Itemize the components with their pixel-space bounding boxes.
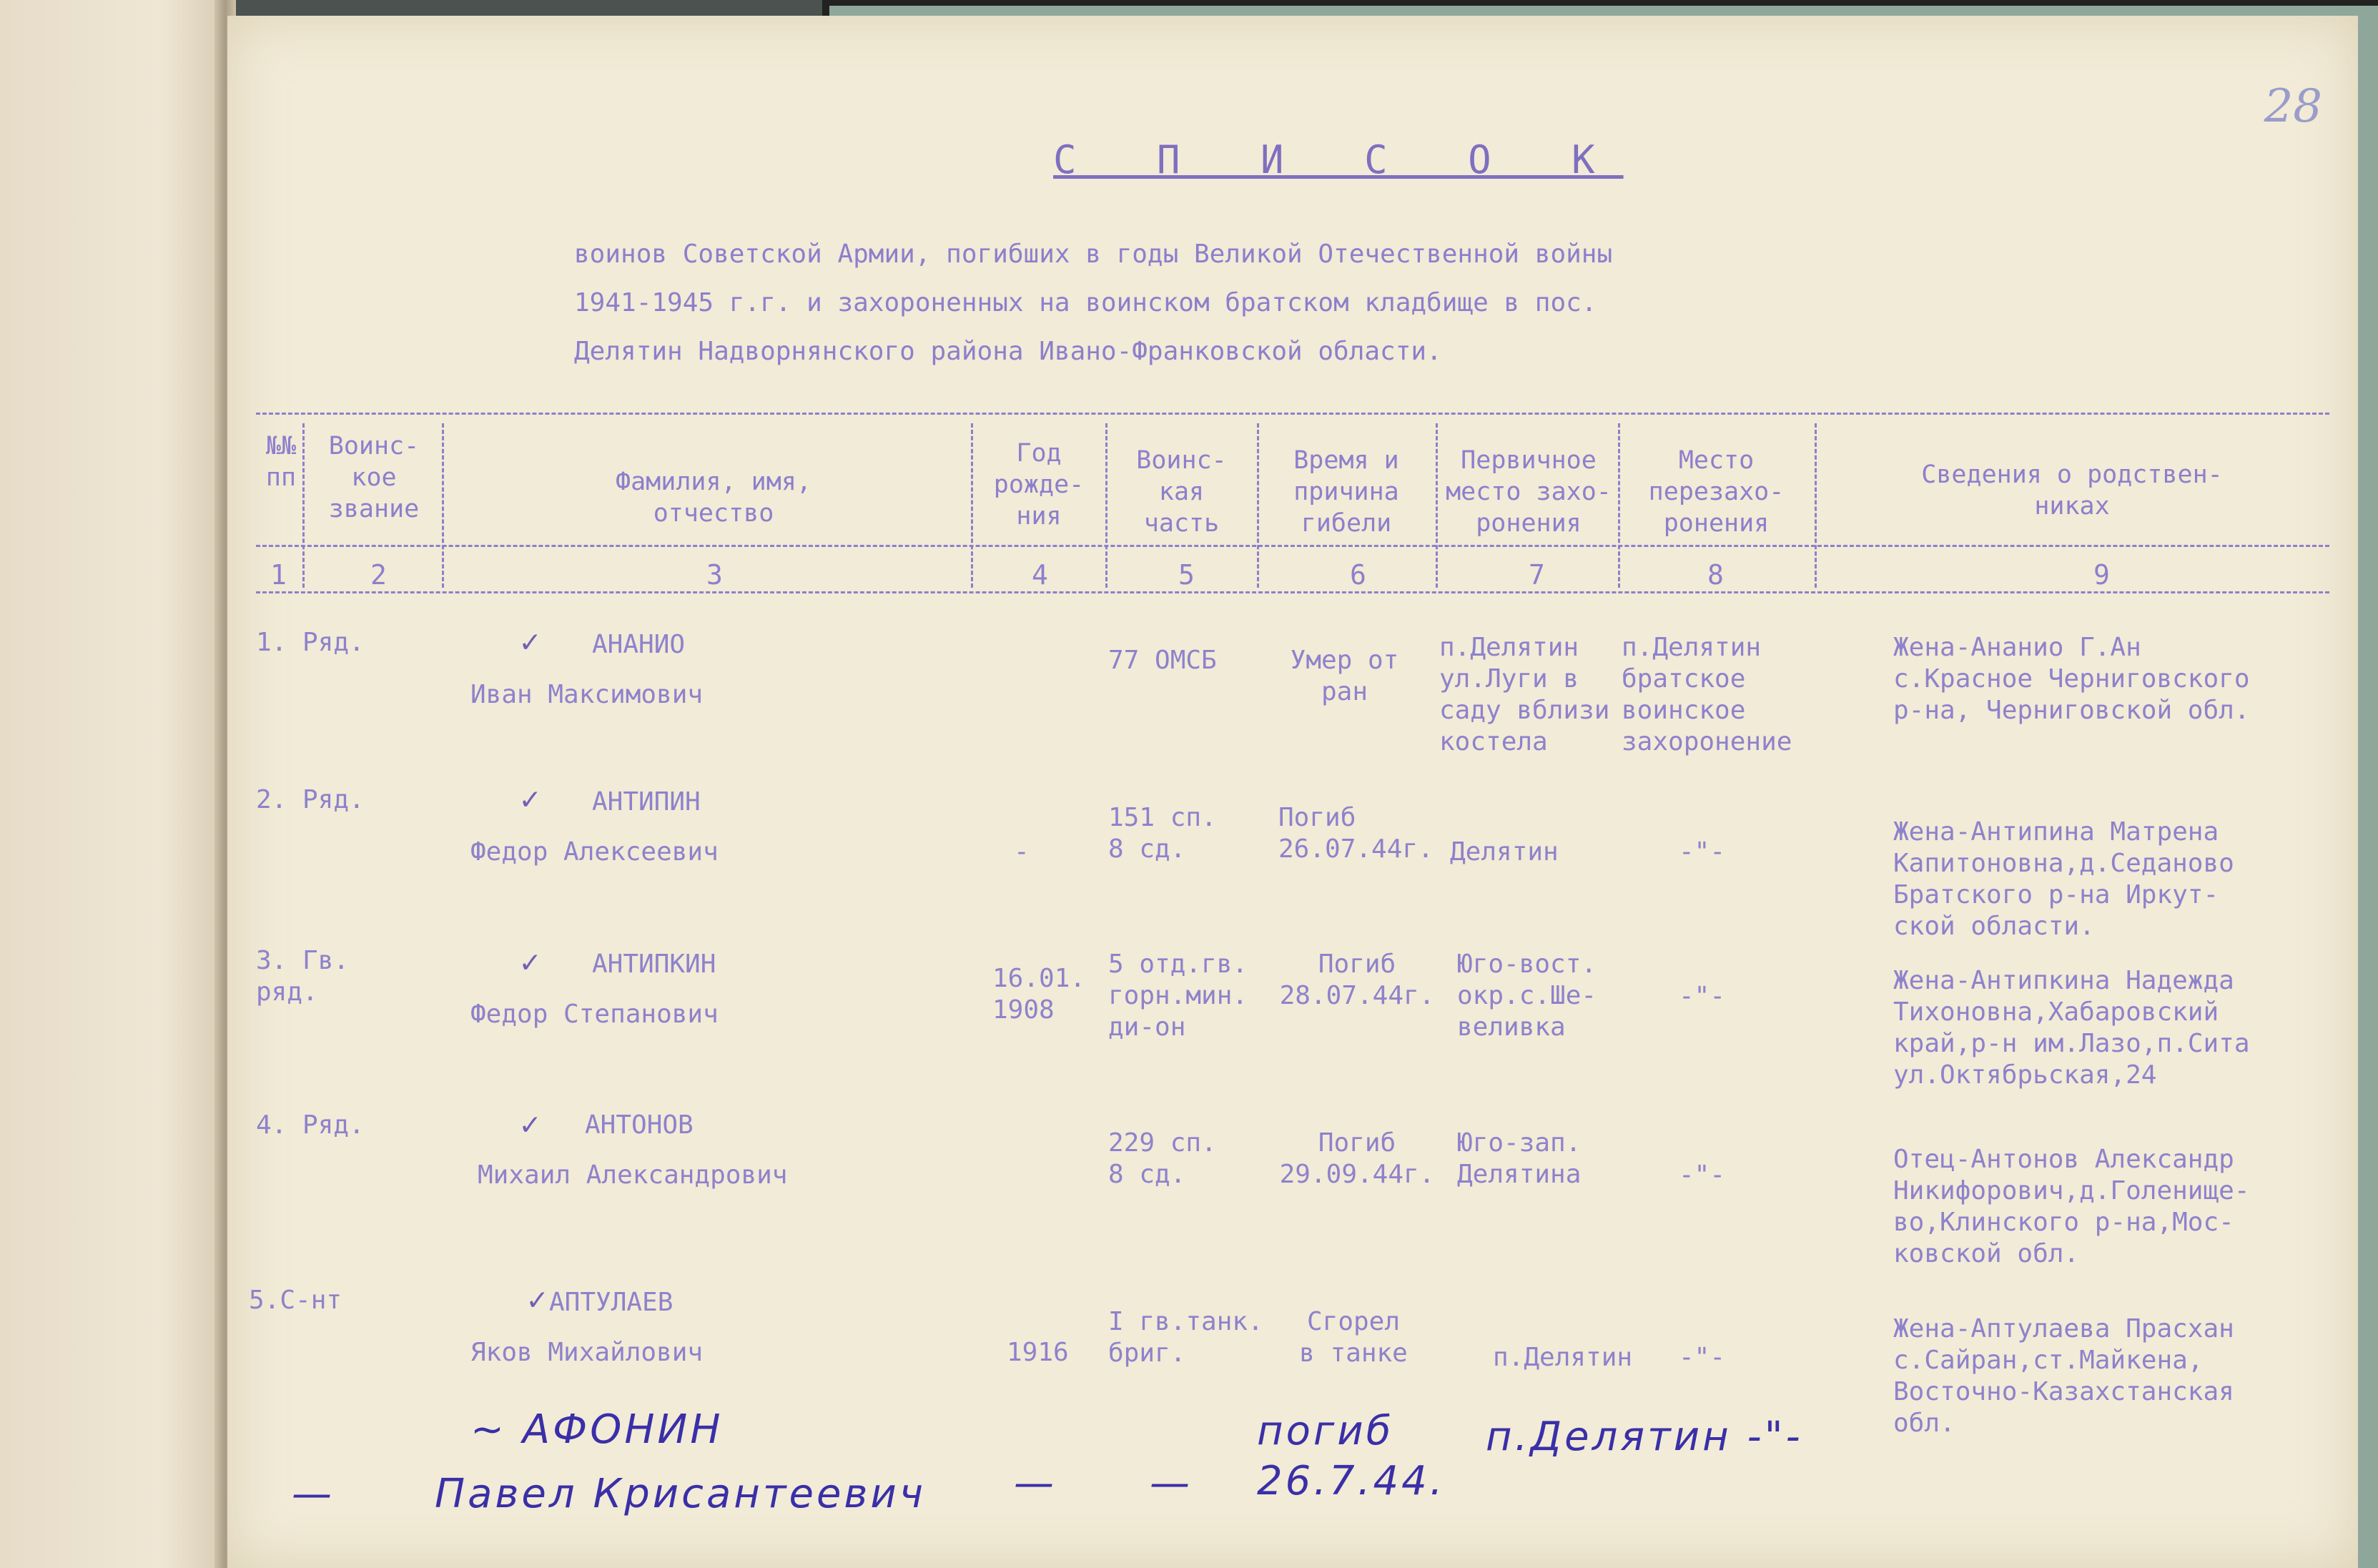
relatives: Жена-Антипина Матрена Капитоновна,д.Седаново Братского р-на Иркут- ской области.	[1893, 817, 2234, 941]
reburial: -"-	[1679, 1343, 1726, 1372]
death-info: Погиб 29.09.44г.	[1279, 1128, 1435, 1189]
first-burial: Юго-зап. Делятина	[1457, 1128, 1582, 1189]
handwritten-dash: —	[1014, 1460, 1057, 1507]
military-unit: I гв.танк. бриг.	[1108, 1307, 1263, 1368]
row-number-rank: 5.С-нт	[249, 1286, 342, 1315]
header-number: №№ пп	[265, 432, 297, 492]
check-mark-icon: ✓	[521, 781, 540, 817]
surname: АНТИПИН	[592, 787, 701, 817]
given-names: Яков Михайлович	[470, 1338, 704, 1367]
first-burial: Делятин	[1450, 837, 1559, 867]
column-divider	[1815, 423, 1817, 588]
military-unit: 229 сп. 8 сд.	[1108, 1128, 1217, 1189]
handwritten-dash: —	[292, 1471, 335, 1517]
relatives: Жена-Ананио Г.Ан с.Красное Черниговского р-на, Черниговской обл.	[1893, 633, 2250, 725]
document-page	[227, 16, 2358, 1568]
header-birth-year: Год рожде- ния	[993, 439, 1085, 531]
column-number: 2	[370, 559, 387, 591]
first-burial: Юго-вост. окр.с.Ше- веливка	[1457, 950, 1597, 1042]
first-burial: п.Делятин ул.Луги в саду вблизи костела	[1439, 633, 1610, 756]
column-number: 3	[706, 559, 723, 591]
reburial: -"-	[1679, 982, 1726, 1011]
check-mark-icon: ✓	[528, 1281, 547, 1318]
surname: АНТИПКИН	[592, 950, 716, 979]
header-rank: Воинс- кое звание	[328, 432, 420, 523]
column-number: 7	[1529, 559, 1545, 591]
handwritten-surname: ~ АФОНИН	[470, 1406, 724, 1453]
given-names: Михаил Александрович	[478, 1160, 788, 1190]
header-reburial: Место перезахо- ронения	[1648, 446, 1785, 538]
check-mark-icon: ✓	[521, 623, 540, 660]
column-number: 5	[1178, 559, 1195, 591]
header-unit: Воинс- кая часть	[1136, 446, 1227, 538]
column-divider	[971, 423, 973, 588]
page-number: 28	[2264, 80, 2322, 133]
relatives: Жена-Аптулаева Прасхан с.Сайран,ст.Майкена, Восточно-Казахстанская обл.	[1893, 1314, 2234, 1438]
first-burial: п.Делятин	[1493, 1343, 1633, 1372]
column-number: 6	[1350, 559, 1366, 591]
column-divider	[1618, 423, 1620, 588]
column-number: 8	[1707, 559, 1724, 591]
header-name: Фамилия, имя, отчество	[616, 468, 811, 528]
death-info: Умер от ран	[1290, 646, 1399, 706]
column-number: 4	[1032, 559, 1048, 591]
column-divider	[1257, 423, 1259, 588]
relatives: Жена-Антипкина Надежда Тихоновна,Хабаровский край,р-н им.Лазо,п.Сита ул.Октябрьская,24	[1893, 966, 2250, 1090]
military-unit: 151 сп. 8 сд.	[1108, 803, 1217, 864]
table-colnum-rule	[256, 591, 2329, 593]
header-relatives: Сведения о родствен- никах	[1921, 460, 2223, 521]
handwritten-given-names: Павел Крисантеевич	[435, 1471, 926, 1517]
left-page	[0, 0, 227, 1568]
row-number-rank: 4. Ряд.	[256, 1110, 365, 1140]
death-info: Сгорел в танке	[1299, 1307, 1408, 1368]
birth-year: 1916	[1007, 1338, 1069, 1367]
relatives: Отец-Антонов Александр Никифорович,д.Голенище- во,Клинского р-на,Мос- ковской обл.	[1893, 1145, 2250, 1268]
document-title: С П И С О К	[1053, 137, 1624, 182]
given-names: Иван Максимович	[470, 680, 704, 709]
surname: АНАНИО	[592, 630, 686, 659]
birth-year: 16.01. 1908	[992, 964, 1086, 1025]
death-info: Погиб 26.07.44г.	[1278, 803, 1434, 864]
column-divider	[1105, 423, 1107, 588]
table-header-rule	[256, 545, 2329, 547]
death-info: Погиб 28.07.44г.	[1279, 950, 1435, 1010]
row-number-rank: 2. Ряд.	[256, 785, 365, 814]
check-mark-icon: ✓	[521, 1106, 540, 1143]
reburial: -"-	[1679, 1160, 1726, 1190]
given-names: Федор Алексеевич	[470, 837, 719, 867]
handwritten-place: п.Делятин -"-	[1486, 1414, 1803, 1460]
column-number: 9	[2093, 559, 2110, 591]
column-divider	[1436, 423, 1438, 588]
column-number: 1	[270, 559, 287, 591]
row-number-rank: 3. Гв. ряд.	[256, 946, 350, 1007]
row-number-rank: 1. Ряд.	[256, 628, 365, 657]
handwritten-dash: —	[1150, 1460, 1193, 1507]
check-mark-icon: ✓	[521, 944, 540, 980]
surname: АПТУЛАЕВ	[549, 1288, 674, 1317]
reburial: -"-	[1679, 837, 1726, 867]
header-first-burial: Первичное место захо- ронения	[1446, 446, 1612, 538]
handwritten-death: погиб 26.7.44.	[1257, 1408, 1446, 1504]
column-divider	[442, 423, 444, 588]
header-death: Время и причина гибели	[1293, 446, 1399, 538]
document-subtitle: воинов Советской Армии, погибших в годы Великой Отечественной войны 1941-1945 г.г. и захороненных на воинском братском кладбище в пос. Делятин Надворнянского района Ивано-Франковской области.	[574, 240, 1613, 366]
reburial: п.Делятин братское воинское захоронение	[1622, 633, 1792, 756]
given-names: Федор Степанович	[470, 1000, 719, 1029]
military-unit: 77 ОМСБ	[1108, 646, 1217, 675]
birth-year: -	[1014, 837, 1030, 867]
table-top-rule	[256, 413, 2329, 415]
surname: АНТОНОВ	[585, 1110, 694, 1140]
military-unit: 5 отд.гв. горн.мин. ди-он	[1108, 950, 1248, 1042]
